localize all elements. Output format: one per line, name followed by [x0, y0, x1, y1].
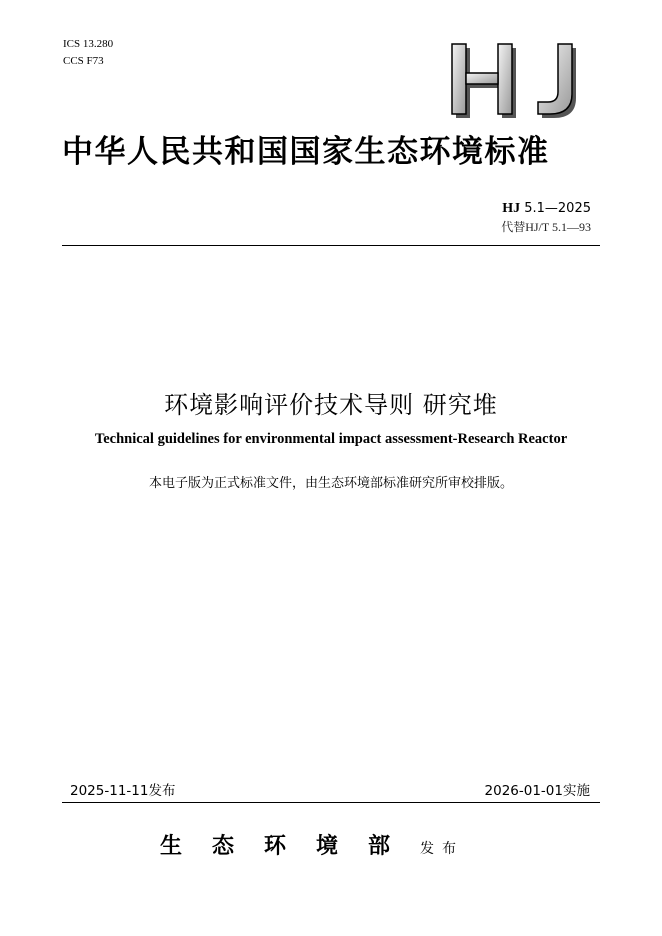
bottom-divider [62, 802, 600, 803]
ccs-code: CCS F73 [63, 55, 104, 67]
hj-logo-icon [446, 42, 586, 122]
document-title-english: Technical guidelines for environmental impact assessment-Research Reactor [94, 431, 568, 447]
publisher-line [160, 830, 464, 865]
standard-code [501, 200, 591, 218]
publisher-organization: 生态环境部 [160, 833, 421, 859]
standard-code-prefix: HJ [502, 201, 521, 216]
document-title-chinese: 环境影响评价技术导则 研究堆 [164, 391, 498, 419]
standard-category-title: 中华人民共和国国家生态环境标准 [62, 134, 550, 170]
standard-code-number: 5.1—2025 [520, 201, 591, 216]
hj-logo [446, 42, 586, 122]
classification-codes [63, 36, 113, 70]
top-divider [62, 245, 600, 246]
publisher-action: 发布 [420, 841, 465, 857]
replaces-standard: 代替HJ/T 5.1—93 [501, 220, 591, 234]
electronic-version-notice: 本电子版为正式标准文件，由生态环境部标准研究所审校排版。 [148, 476, 513, 491]
issue-date: 2025-11-11发布 [70, 783, 176, 799]
implementation-date: 2026-01-01实施 [484, 783, 590, 799]
ics-code: ICS 13.280 [63, 38, 114, 50]
standard-number-block [501, 200, 591, 236]
